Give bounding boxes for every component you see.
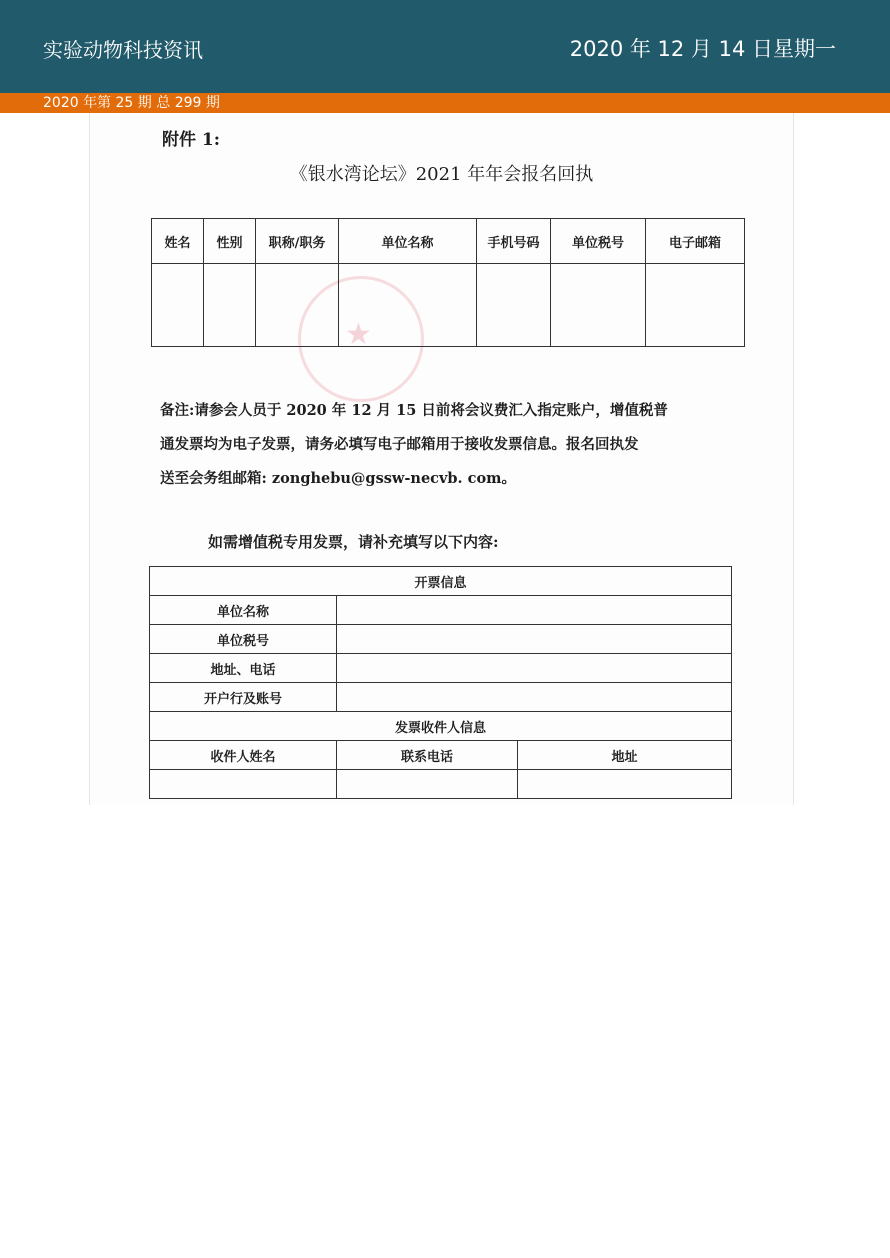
table-row [150,770,732,799]
document-title: 《银水湾论坛》2021 年年会报名回执 [289,164,594,185]
cell-blank [152,264,204,347]
table-row [152,264,745,347]
table-row [150,625,732,654]
col-recipient-address: 地址 [518,741,732,770]
cell-blank [337,654,732,683]
invoice-section-title: 开票信息 [150,567,732,596]
col-phone: 手机号码 [477,219,551,264]
attachment-label: 附件 1: [162,130,221,150]
cell-blank [337,596,732,625]
cell-blank [204,264,256,347]
cell-blank [150,770,337,799]
note-line: 备注:请参会人员于 2020 年 12 月 15 日前将会议费汇入指定账户，增值税普 [160,402,668,419]
cell-blank [339,264,477,347]
cell-blank [256,264,339,347]
col-gender: 性别 [204,219,256,264]
cell-blank [337,625,732,654]
publication-name: 实验动物科技资讯 [43,38,203,62]
col-org: 单位名称 [339,219,477,264]
vat-intro: 如需增值税专用发票，请补充填写以下内容: [208,533,499,551]
cell-blank [337,683,732,712]
invoice-table [149,566,732,799]
table-row [150,596,732,625]
col-title: 职称/职务 [256,219,339,264]
col-recipient-phone: 联系电话 [337,741,518,770]
col-taxid: 单位税号 [551,219,646,264]
table-row [150,654,732,683]
invoice-section-row [150,567,732,596]
seal-star-icon: ★ [345,317,372,352]
issue-number: 2020 年第 25 期 总 299 期 [43,95,220,111]
registration-note [160,394,750,496]
row-label-org-name: 单位名称 [150,596,337,625]
page-header [0,0,890,93]
cell-blank [646,264,745,347]
row-label-address-phone: 地址、电话 [150,654,337,683]
scanned-attachment [89,113,794,805]
recipient-header-row [150,741,732,770]
issue-date: 2020 年 12 月 14 日星期一 [569,37,836,61]
cell-blank [477,264,551,347]
col-recipient-name: 收件人姓名 [150,741,337,770]
recipient-section-title: 发票收件人信息 [150,712,732,741]
col-email: 电子邮箱 [646,219,745,264]
table-header-row [152,219,745,264]
col-name: 姓名 [152,219,204,264]
issue-stripe [0,93,890,113]
row-label-bank-account: 开户行及账号 [150,683,337,712]
note-line: 通发票均为电子发票，请务必填写电子邮箱用于接收发票信息。报名回执发 [160,436,639,453]
note-line: 送至会务组邮箱: zonghebu@gssw-necvb. com。 [160,470,516,487]
recipient-section-row [150,712,732,741]
cell-blank [518,770,732,799]
table-row [150,683,732,712]
registration-table [151,218,745,347]
cell-blank [551,264,646,347]
row-label-tax-id: 单位税号 [150,625,337,654]
cell-blank [337,770,518,799]
